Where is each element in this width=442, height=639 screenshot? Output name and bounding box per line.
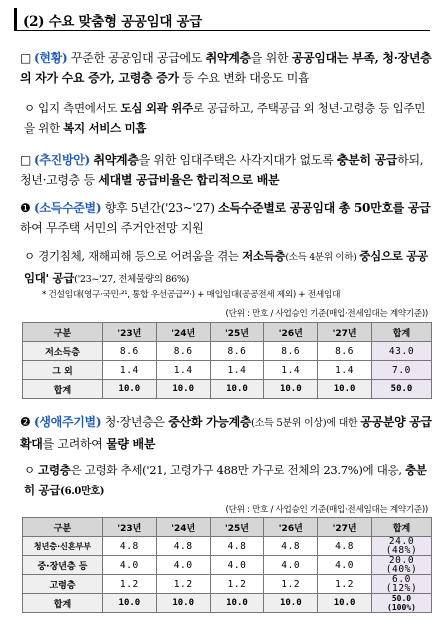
status-tag: (현황)	[34, 51, 68, 65]
text-span: 중산화 가능계층	[168, 415, 252, 429]
table-cell: 4.8	[318, 537, 372, 556]
text-span: 공공임대는 부족	[291, 51, 375, 65]
table-cell: 10.0	[264, 594, 318, 613]
text-span: 을 위한	[250, 51, 292, 65]
total-cell	[372, 575, 432, 594]
table-cell: 10.0	[156, 594, 210, 613]
header-cell: 구분	[23, 323, 103, 342]
row-label: 합계	[23, 380, 103, 399]
row-label: 고령층	[23, 575, 103, 594]
text-span: (6.0만호)	[60, 486, 105, 497]
income-supply-table	[22, 322, 432, 399]
section-title-text: (2) 수요 맞춤형 공공임대 공급	[23, 14, 203, 30]
text-span: 충분히 공급	[336, 153, 398, 167]
text-span: 을 위한 임대주택은 사각지대가 없도록	[138, 153, 337, 167]
header-cell: '24년	[156, 323, 210, 342]
lifecycle-tag: (생애주기별)	[34, 415, 102, 429]
row-label: 그 외	[23, 361, 103, 380]
table-cell: 8.6	[318, 342, 372, 361]
table-cell: 8.6	[156, 342, 210, 361]
table-row	[23, 361, 432, 380]
table-header-row	[23, 518, 432, 537]
text-span: , 청·장년층의 자가 수요 증가, 고령층 증가	[20, 51, 432, 85]
total-value: 6.0	[392, 574, 411, 585]
table-cell: 10.0	[210, 594, 264, 613]
status-paragraph	[20, 48, 432, 88]
income-sub-point	[24, 246, 432, 290]
table-cell: 10.0	[318, 594, 372, 613]
text-span: 도심 외곽 위주	[120, 101, 193, 115]
table-cell: 1.4	[264, 361, 318, 380]
header-cell: '23년	[103, 518, 157, 537]
row-label: 중·장년층 등	[23, 556, 103, 575]
text-span: 저소득층	[242, 249, 286, 263]
table-cell: 1.4	[318, 361, 372, 380]
table-cell: 4.8	[156, 537, 210, 556]
header-cell: '27년	[318, 323, 372, 342]
table-cell: 4.8	[103, 537, 157, 556]
table-cell: 10.0	[318, 380, 372, 399]
total-value: 50.0	[391, 594, 412, 603]
header-cell: '26년	[264, 323, 318, 342]
lifecycle-paragraph	[20, 412, 432, 454]
total-cell: 50.0	[372, 380, 432, 399]
table-cell: 1.2	[103, 575, 157, 594]
table-sum-row	[23, 380, 432, 399]
text-span: 경기침체, 재해피해 등으로 어려움을 겪는	[34, 249, 243, 263]
lifecycle-supply-table	[22, 517, 432, 613]
row-label: 합계	[23, 594, 103, 613]
text-span: 하여 무주택 서민의 주거안전망 지원	[20, 221, 204, 235]
table-cell: 4.0	[210, 556, 264, 575]
text-span: 소득수준별로 공공임대 총 50만호를 공급	[218, 201, 431, 215]
table-cell: 4.0	[103, 556, 157, 575]
header-cell: '23년	[103, 323, 157, 342]
total-value: 20.0	[388, 555, 415, 566]
title-bar-marker	[14, 8, 17, 30]
table-cell: 4.8	[264, 537, 318, 556]
table-cell: 1.4	[210, 361, 264, 380]
table-cell: 1.4	[103, 361, 157, 380]
header-cell: '25년	[210, 323, 264, 342]
table-cell: 8.6	[210, 342, 264, 361]
text-span: 충분히 공급	[24, 463, 427, 497]
table-cell: 4.0	[156, 556, 210, 575]
table-cell: 10.0	[210, 380, 264, 399]
square-bullet-icon: □	[20, 153, 32, 167]
total-percent: (48%)	[385, 545, 418, 556]
table-cell: 10.0	[103, 380, 157, 399]
table-cell: 1.4	[156, 361, 210, 380]
table-cell: 10.0	[264, 380, 318, 399]
text-span: 은 고령화 추세('21, 고령가구 488만 가구로 전체의 23.7%)에 대응,	[70, 463, 406, 477]
table-row	[23, 575, 432, 594]
unit-caption: (단위 : 만호 / 사업승인 기준(매입·전세임대는 계약기준))	[225, 309, 428, 319]
circle-bullet-icon: ㅇ	[24, 249, 35, 263]
text-span: 세대별 공급비율은 합리적으로 배분	[98, 173, 280, 187]
table-cell: 1.2	[318, 575, 372, 594]
unit-caption: (단위 : 만호 / 사업승인 기준(매입·전세임대는 계약기준))	[225, 505, 428, 515]
status-sub-point	[24, 98, 432, 138]
lifecycle-sub-point	[24, 460, 432, 502]
text-span: 고령층	[38, 463, 71, 477]
total-cell	[372, 594, 432, 613]
text-span: 취약계층	[93, 153, 139, 167]
total-cell	[372, 537, 432, 556]
text-span: (소득 5분위 이상)에 대한	[251, 418, 361, 429]
number-two-icon: ❷	[20, 415, 31, 429]
text-span: ('23~'27, 전체물량의 86%)	[74, 274, 190, 285]
text-span: 를 고려하여	[42, 437, 107, 451]
total-percent: (40%)	[385, 564, 418, 575]
header-cell: '24년	[156, 518, 210, 537]
total-value: 24.0	[388, 536, 415, 547]
text-span: (소득 4분위 이하)	[285, 252, 360, 263]
number-one-icon: ❶	[20, 201, 31, 215]
circle-bullet-icon: ㅇ	[24, 463, 35, 477]
table-cell: 4.8	[210, 537, 264, 556]
table-cell: 8.6	[264, 342, 318, 361]
header-cell: '25년	[210, 518, 264, 537]
total-cell	[372, 556, 432, 575]
total-percent: (100%)	[387, 603, 416, 612]
table-sum-row	[23, 594, 432, 613]
text-span: 향후 5년간('23~'27)	[101, 201, 219, 215]
plan-paragraph	[20, 150, 432, 190]
header-cell: '26년	[264, 518, 318, 537]
text-span: 물량 배분	[106, 437, 156, 451]
total-percent: (12%)	[385, 583, 418, 594]
text-span: 중심으로 공공임대' 공급	[24, 249, 428, 285]
text-span: 등 수요 변화 대응도 미흡	[178, 71, 310, 85]
table-cell: 4.0	[318, 556, 372, 575]
header-cell: '27년	[318, 518, 372, 537]
row-label: 청년층·신혼부부	[23, 537, 103, 556]
table-row	[23, 556, 432, 575]
table-cell: 10.0	[156, 380, 210, 399]
table-header-row	[23, 323, 432, 342]
table-cell: 10.0	[103, 594, 157, 613]
table-cell: 1.2	[264, 575, 318, 594]
header-cell: 합계	[372, 518, 432, 537]
footnote: * 건설임대(영구·국민·²¹, 통합 우선공급²²·) + 매입임대(공공전세 제외) + 전세임대	[42, 290, 341, 300]
text-span: 취약계층	[205, 51, 251, 65]
text-span: 공공분양 공급 확대	[20, 415, 432, 451]
income-tag: (소득수준별)	[34, 201, 102, 215]
square-bullet-icon: □	[20, 51, 32, 65]
row-label: 저소득층	[23, 342, 103, 361]
table-cell: 8.6	[103, 342, 157, 361]
table-cell: 4.0	[264, 556, 318, 575]
circle-bullet-icon: ㅇ	[24, 101, 35, 115]
text-span: 복지 서비스 미흡	[63, 121, 147, 135]
total-cell: 43.0	[372, 342, 432, 361]
table-row	[23, 342, 432, 361]
section-title	[14, 8, 430, 31]
table-cell: 1.2	[210, 575, 264, 594]
text-span: 입지 측면에서도	[34, 101, 121, 115]
table-row	[23, 537, 432, 556]
income-level-paragraph	[20, 198, 432, 238]
text-span: 로 공급하고, 주택공급 외 청년·고령층 등 입주민을 위한	[24, 101, 426, 135]
text-span: 하되, 청년·고령층 등	[20, 153, 424, 187]
text-span: 꾸준한 공공임대 공급에도	[67, 51, 206, 65]
plan-tag: (추진방안)	[34, 153, 90, 167]
header-cell: 구분	[23, 518, 103, 537]
text-span: 청·장년층은	[101, 415, 169, 429]
total-cell: 7.0	[372, 361, 432, 380]
header-cell: 합계	[372, 323, 432, 342]
table-cell: 1.2	[156, 575, 210, 594]
